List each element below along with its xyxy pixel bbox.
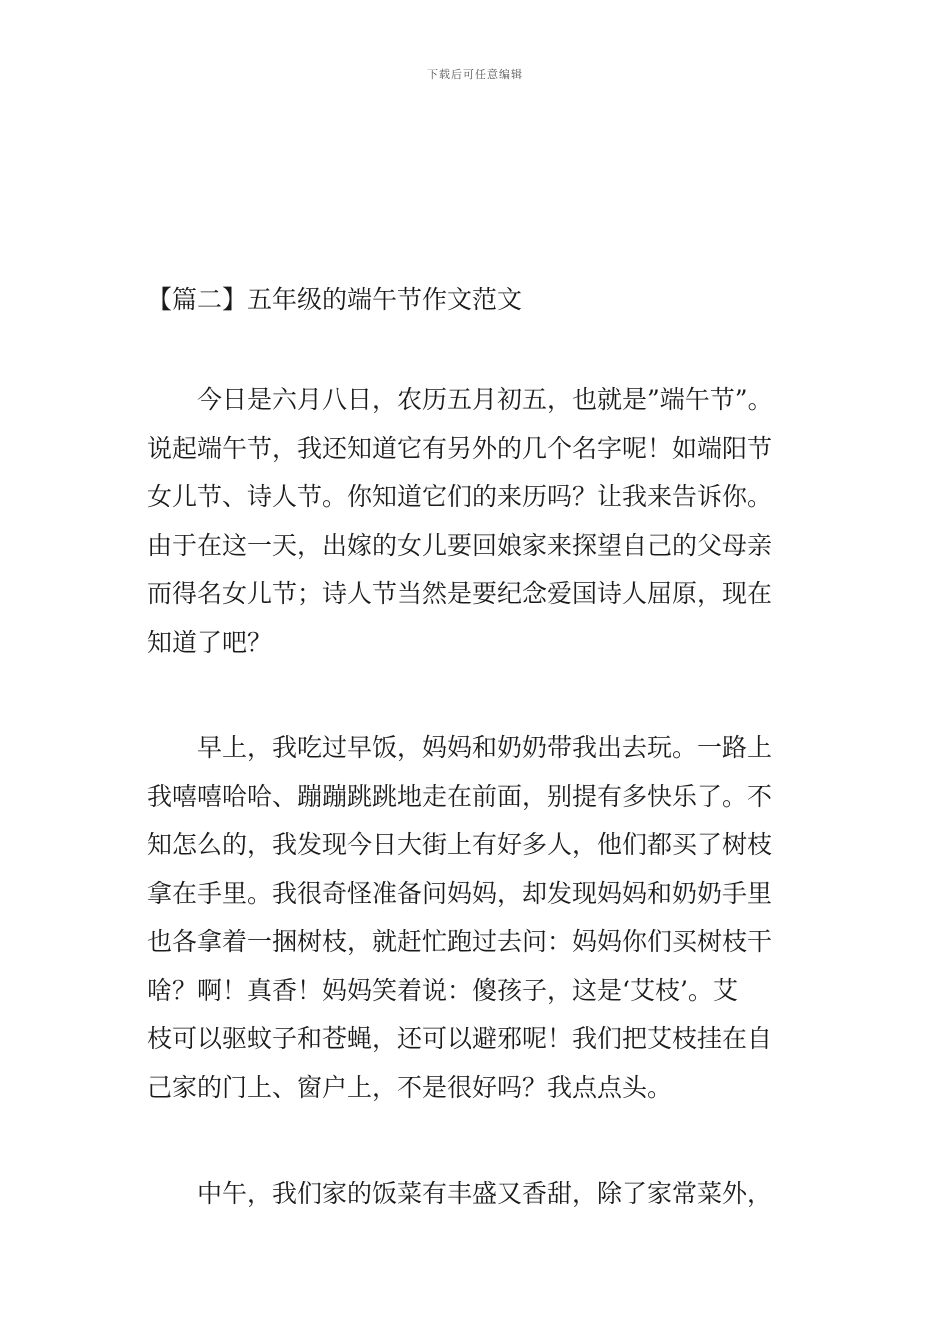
paragraph-line: 女儿节、诗人节。你知道它们的来历吗？让我来告诉你。 [147, 482, 773, 511]
paragraph-3 [147, 1170, 837, 1219]
paragraph-line: 中午，我们家的饭菜有丰盛又香甜，除了家常菜外， [197, 1179, 773, 1208]
paragraph-line: 我嘻嘻哈哈、蹦蹦跳跳地走在前面，别提有多快乐了。不 [147, 781, 773, 811]
paragraph-1 [147, 376, 837, 667]
paragraph-line: 拿在手里。我很奇怪准备问妈妈，却发现妈妈和奶奶手里 [147, 878, 773, 908]
paragraph-line: 而得名女儿节；诗人节当然是要纪念爱国诗人屈原，现在 [147, 579, 773, 608]
paragraph-line: 知怎么的，我发现今日大街上有好多人，他们都买了树枝 [147, 830, 773, 859]
page-header-note: 下载后可任意编辑 [427, 68, 523, 81]
paragraph-line: 今日是六月八日，农历五月初五，也就是”端午节”。 [197, 385, 773, 414]
paragraph-line: 啥？啊！真香！妈妈笑着说：傻孩子，这是‘艾枝’。艾 [147, 975, 738, 1005]
paragraph-line: 也各拿着一捆树枝，就赶忙跑过去问：妈妈你们买树枝干 [147, 927, 773, 956]
paragraph-line: 己家的门上、窗户上，不是很好吗？我点点头。 [147, 1072, 673, 1102]
paragraph-line: 说起端午节，我还知道它有另外的几个名字呢！如端阳节 [147, 433, 773, 463]
document-title: 【篇二】五年级的端午节作文范文 [147, 285, 523, 314]
paragraph-2 [147, 724, 837, 1112]
paragraph-line: 枝可以驱蚊子和苍蝇，还可以避邪呢！我们把艾枝挂在自 [147, 1024, 773, 1053]
paragraph-line: 早上，我吃过早饭，妈妈和奶奶带我出去玩。一路上 [197, 733, 773, 762]
paragraph-line: 由于在这一天，出嫁的女儿要回娘家来探望自己的父母亲 [147, 530, 773, 560]
paragraph-line: 知道了吧？ [147, 627, 273, 657]
